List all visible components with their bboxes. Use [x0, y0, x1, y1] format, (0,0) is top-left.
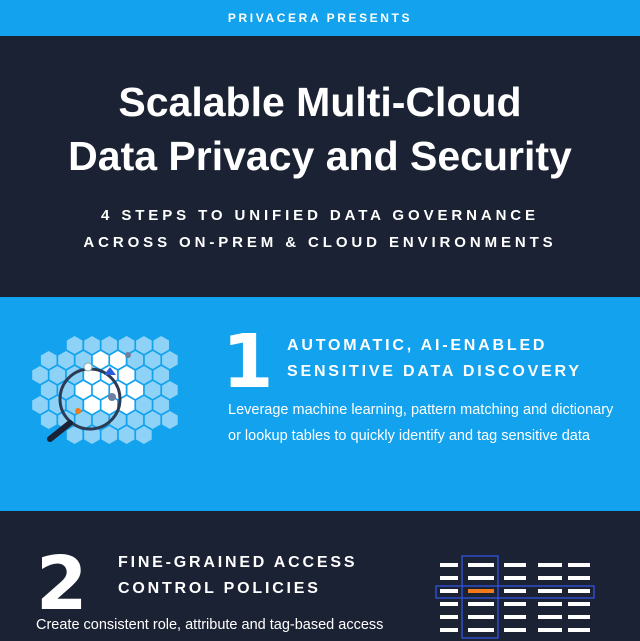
honeycomb-cell: [153, 396, 169, 414]
policy-cell: [440, 615, 458, 619]
honeycomb-cell: [102, 426, 118, 444]
step-heading-line-2: SENSITIVE DATA DISCOVERY: [287, 363, 582, 380]
honeycomb-cell: [41, 351, 57, 369]
honeycomb-cell: [84, 336, 100, 354]
policy-cell: [440, 563, 458, 567]
policy-cell: [568, 589, 590, 593]
policy-grid-illustration: [432, 551, 602, 641]
honeycomb-cell: [136, 366, 152, 384]
honeycomb-cell: [136, 426, 152, 444]
honeycomb-cell: [145, 411, 161, 429]
policy-cell: [468, 602, 494, 606]
honeycomb-cell: [128, 381, 144, 399]
honeycomb-cell: [119, 426, 135, 444]
policy-cell: [440, 602, 458, 606]
honeycomb-cell: [58, 351, 74, 369]
honeycomb-cell: [119, 336, 135, 354]
honeycomb-cell: [162, 411, 178, 429]
step-description: Create consistent role, attribute and tag-based access: [36, 617, 384, 633]
policy-cell: [538, 628, 562, 632]
step-1-section: [0, 297, 640, 511]
policy-cell: [504, 563, 526, 567]
step-2-section: [0, 511, 640, 640]
policy-cell: [504, 602, 526, 606]
honeycomb-cell: [136, 396, 152, 414]
policy-cell: [468, 615, 494, 619]
policy-cell: [504, 576, 526, 580]
honeycomb-cell: [145, 351, 161, 369]
policy-cell: [538, 563, 562, 567]
honeycomb-cell: [32, 366, 48, 384]
policy-cell: [568, 602, 590, 606]
honeycomb-cell: [67, 336, 83, 354]
policy-cell: [504, 589, 526, 593]
policy-cell: [468, 589, 494, 593]
honeycomb-cell: [128, 411, 144, 429]
policy-cell: [538, 602, 562, 606]
policy-cell: [504, 628, 526, 632]
honeycomb-cell: [93, 381, 109, 399]
honeycomb-cell: [102, 336, 118, 354]
honeycomb-magnifier-illustration: [28, 335, 198, 445]
top-banner: [0, 0, 640, 36]
policy-cell: [538, 589, 562, 593]
page-title-line-2: Data Privacy and Security: [68, 133, 572, 179]
honeycomb-cell: [145, 381, 161, 399]
policy-cell: [568, 576, 590, 580]
honeycomb-cell: [76, 381, 92, 399]
honeycomb-cell: [162, 381, 178, 399]
honeycomb-cell: [93, 351, 109, 369]
step-heading-line-1: AUTOMATIC, AI-ENABLED: [287, 337, 548, 354]
policy-cell: [468, 576, 494, 580]
honeycomb-cell: [84, 396, 100, 414]
honeycomb-cell: [110, 351, 126, 369]
policy-cell: [568, 615, 590, 619]
step-heading: [118, 550, 357, 602]
policy-cell: [468, 628, 494, 632]
step-number: 1: [222, 319, 274, 405]
presenter-label: PRIVACERA PRESENTS: [227, 11, 413, 25]
honeycomb-cell: [153, 336, 169, 354]
step-number: 2: [36, 541, 88, 627]
subtitle-line-1: 4 STEPS TO UNIFIED DATA GOVERNANCE: [101, 207, 539, 224]
policy-cell: [504, 615, 526, 619]
hero-section: [0, 36, 640, 297]
honeycomb-cell: [162, 351, 178, 369]
policy-cell: [440, 628, 458, 632]
policy-cell: [538, 615, 562, 619]
page-title-line-1: Scalable Multi-Cloud: [118, 79, 522, 125]
policy-cell: [538, 576, 562, 580]
step-heading: [287, 333, 582, 385]
policy-cell: [440, 576, 458, 580]
step-heading-line-1: FINE-GRAINED ACCESS: [118, 554, 358, 571]
honeycomb-cell: [41, 411, 57, 429]
honeycomb-cell: [32, 396, 48, 414]
honeycomb-cell: [50, 366, 66, 384]
policy-cell: [568, 628, 590, 632]
honeycomb-cell: [119, 366, 135, 384]
policy-cell: [468, 563, 494, 567]
step-description: Leverage machine learning, pattern matching and dictionary or lookup tables to quickly identify and tag sensitive data: [228, 402, 614, 444]
honeycomb-icon: [32, 336, 178, 444]
policy-cell: [440, 589, 458, 593]
step-heading-line-2: CONTROL POLICIES: [118, 580, 321, 597]
policy-cell: [568, 563, 590, 567]
subtitle-line-2: ACROSS ON-PREM & CLOUD ENVIRONMENTS: [83, 234, 557, 251]
honeycomb-cell: [153, 366, 169, 384]
honeycomb-cell: [41, 381, 57, 399]
honeycomb-cell: [136, 336, 152, 354]
